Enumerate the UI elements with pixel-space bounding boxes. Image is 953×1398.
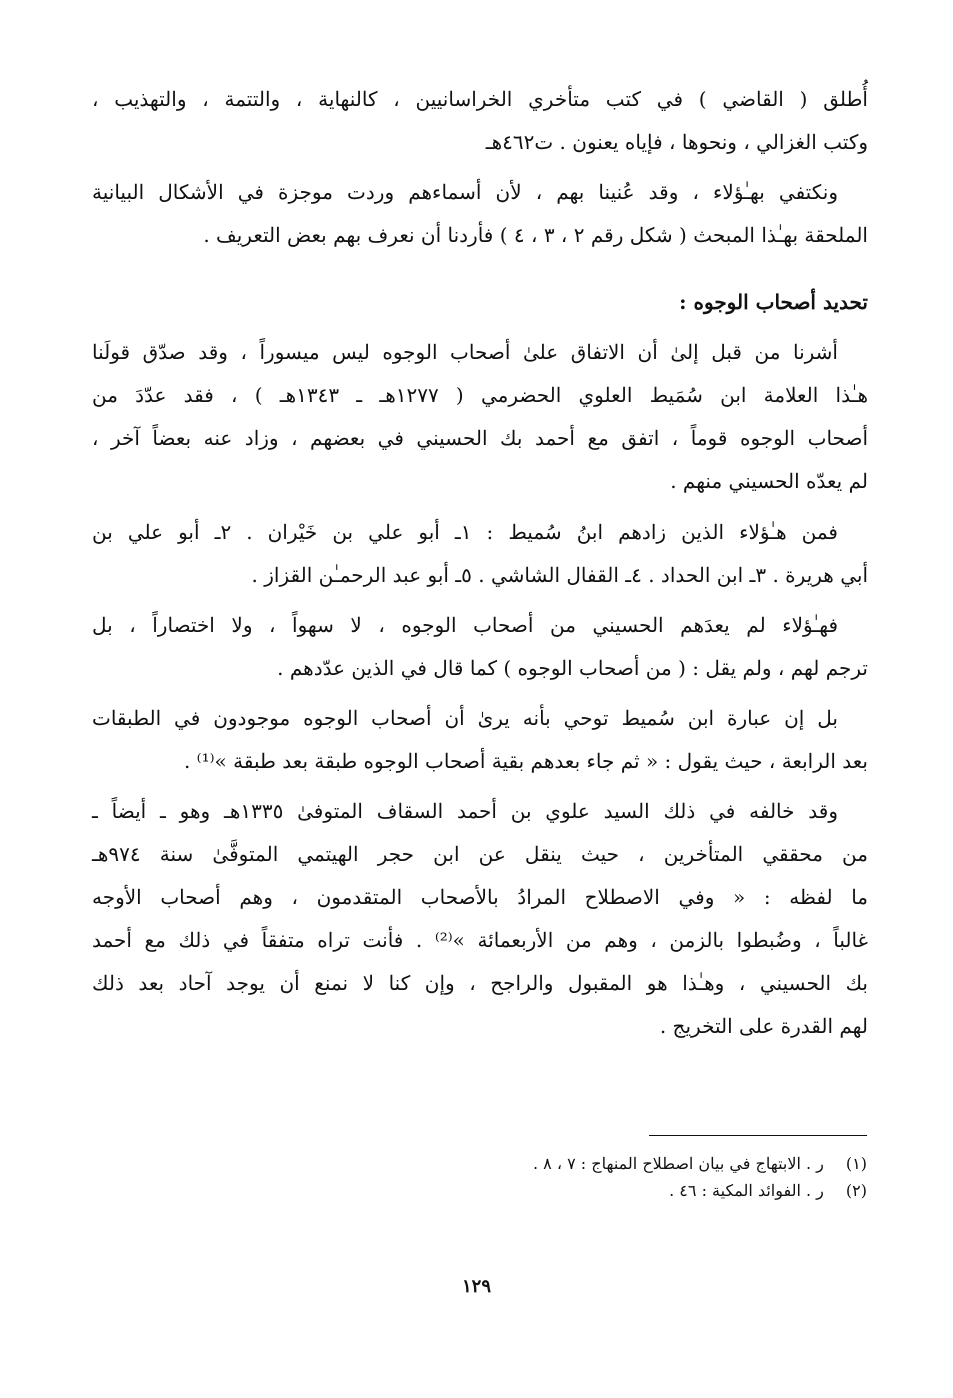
text-line: بعد الرابعة ، حيث يقول : « ثم جاء بعدهم بقية أصحاب الوجوه طبقة بعد طبقة »⁽¹⁾ . xyxy=(183,749,868,773)
paragraph-saqqaf xyxy=(92,790,868,1048)
paragraph-not-counted xyxy=(92,604,868,690)
text-line: وكتب الغزالي ، ونحوها ، فإياه يعنون . ت٤٦٢هـ xyxy=(485,130,868,154)
text-line: من محققي المتأخرين ، حيث ينقل عن ابن حجر الهيتمي المتوفَّىٰ سنة ٩٧٤هـ xyxy=(92,842,868,866)
paragraph-later-tiers xyxy=(92,697,868,783)
footnote-number: (٢) xyxy=(845,1181,867,1200)
footnote-item xyxy=(347,1150,867,1177)
text-line: لهم القدرة على التخريج . xyxy=(659,1014,868,1038)
page-body xyxy=(92,78,868,1048)
text-line: الملحقة بهـٰذا المبحث ( شكل رقم ٢ ، ٣ ، ٤ ) فأردنا أن نعرف بهم بعض التعريف . xyxy=(203,223,868,247)
text-line: أشرنا من قبل إلىٰ أن الاتفاق علىٰ أصحاب الوجوه ليس ميسوراً ، وقد صدّق قولَنا xyxy=(92,340,838,364)
paragraph-conclusion xyxy=(92,171,868,257)
text-line: أصحاب الوجوه قوماً ، اتفق مع أحمد بك الحسيني في بعضهم ، وزاد عنه بعضاً آخر ، xyxy=(92,426,868,450)
footnote-text: ر . الابتهاج في بيان اصطلاح المنهاج : ٧ ، ٨ . xyxy=(532,1154,824,1173)
footnote-text: ر . الفوائد المكية : ٤٦ . xyxy=(669,1181,824,1200)
text-line: غالباً ، وضُبطوا بالزمن ، وهم من الأربعمائة »⁽²⁾ . فأنت تراه متفقاً في ذلك مع أحمد xyxy=(92,928,868,952)
text-line: لم يعدّه الحسيني منهم . xyxy=(670,469,868,493)
footnotes xyxy=(347,1150,867,1204)
paragraph-added-names xyxy=(92,511,868,597)
text-line: أُطلق ( القاضي ) في كتب متأخري الخراسانيين ، كالنهاية ، والتتمة ، والتهذيب ، xyxy=(92,87,868,111)
paragraph-ibn-sumait xyxy=(92,331,868,503)
section-heading: تحديد أصحاب الوجوه : xyxy=(679,290,868,314)
footnote-item xyxy=(347,1177,867,1204)
text-line: فهـٰؤلاء لم يعدَهم الحسيني من أصحاب الوجوه ، لا سهواً ، ولا اختصاراً ، بل xyxy=(92,613,838,637)
page-number: ١٢٩ xyxy=(461,1276,491,1297)
text-line: ما لفظه : « وفي الاصطلاح المرادُ بالأصحاب المتقدمون ، وهم أصحاب الأوجه xyxy=(92,885,868,909)
paragraph-qadi xyxy=(92,78,868,164)
text-line: أبي هريرة . ٣ـ ابن الحداد . ٤ـ القفال الشاشي . ٥ـ أبو عبد الرحمـٰن القزاز . xyxy=(251,563,868,587)
text-line: بل إن عبارة ابن سُميط توحي بأنه يرىٰ أن أصحاب الوجوه موجودون في الطبقات xyxy=(92,706,838,730)
text-line: وقد خالفه في ذلك السيد علوي بن أحمد السقاف المتوفىٰ ١٣٣٥هـ وهو ـ أيضاً ـ xyxy=(92,799,838,823)
text-line: فمن هـٰؤلاء الذين زادهم ابنُ سُميط : ١ـ أبو علي بن خَيْران . ٢ـ أبو علي بن xyxy=(92,520,838,544)
text-line: ترجم لهم ، ولم يقل : ( من أصحاب الوجوه ) كما قال في الذين عدّدهم . xyxy=(277,656,868,680)
text-line: هـٰذا العلامة ابن سُمَيط العلوي الحضرمي ( ١٢٧٧هـ ـ ١٣٤٣هـ ) ، فقد عدّدَ من xyxy=(92,383,868,407)
text-line: ونكتفي بهـٰؤلاء ، وقد عُنينا بهم ، لأن أسماءهم وردت موجزة في الأشكال البيانية xyxy=(92,180,838,204)
text-line: بك الحسيني ، وهـٰذا هو المقبول والراجح ، وإن كنا لا نمنع أن يوجد آحاد بعد ذلك xyxy=(92,971,868,995)
footnote-divider xyxy=(649,1135,867,1136)
footnote-number: (١) xyxy=(845,1154,867,1173)
